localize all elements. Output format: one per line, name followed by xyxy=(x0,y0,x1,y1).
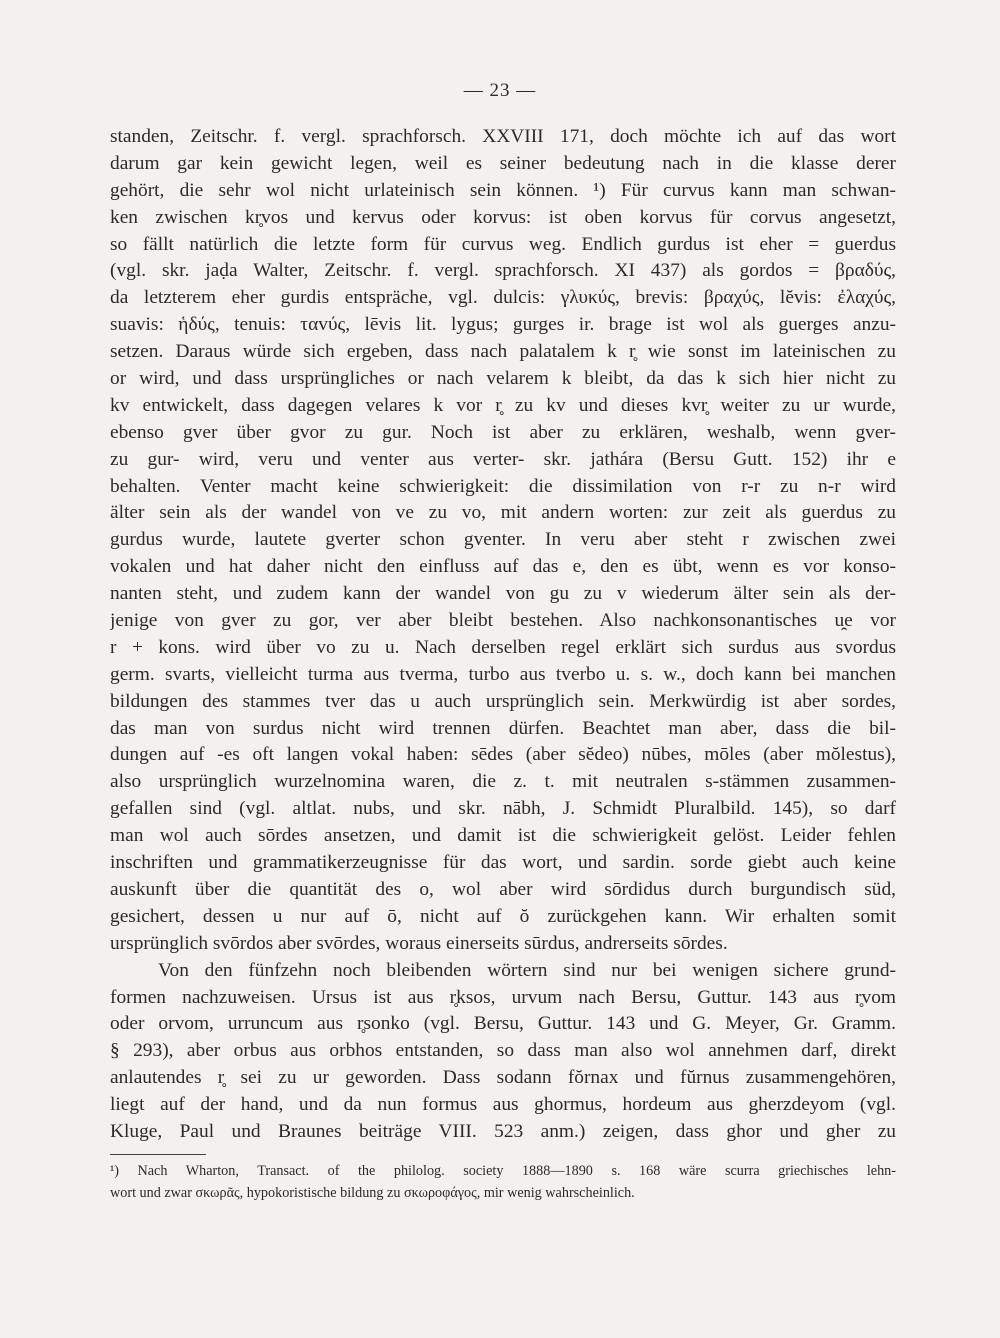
footnote-line: wort und zwar σκωρᾶς, hypokoristische bildung zu σκωροφάγος, mir wenig wahrscheinlich. xyxy=(110,1185,635,1201)
text-line: r + kons. wird über vo zu u. Nach derselben regel erklärt sich surdus aus svordus xyxy=(110,636,896,658)
text-line: da letzterem eher gurdis entspräche, vgl. dulcis: γλυκύς, brevis: βραχύς, lĕvis: ἐλαχύς, xyxy=(110,287,896,309)
page-number: — 23 — xyxy=(463,80,537,101)
footnote-line: ¹) Nach Wharton, Transact. of the philolog. society 1888—1890 s. 168 wäre scurra griechisches lehn- xyxy=(110,1163,896,1179)
body-text xyxy=(110,124,896,1146)
text-line: älter sein als der wandel von ve zu vo, mit andern worten: zur zeit als guerdus zu xyxy=(110,502,896,524)
text-line: das man von surdus nicht wird trennen dürfen. Beachtet man aber, dass die bil- xyxy=(110,717,896,739)
text-line: dungen auf -es oft langen vokal haben: sēdes (aber sĕdeo) nūbes, mōles (aber mŏlestus), xyxy=(110,744,896,766)
text-line: (vgl. skr. jaḍa Walter, Zeitschr. f. vergl. sprachforsch. XI 437) als gordos = βραδύς, xyxy=(110,260,896,282)
text-line: nanten steht, und zudem kann der wandel von gu zu v wiederum älter sein als der- xyxy=(110,583,896,605)
text-line: Kluge, Paul und Braunes beiträge VIII. 523 anm.) zeigen, dass ghor und gher zu xyxy=(110,1120,896,1142)
text-line: darum gar kein gewicht legen, weil es seiner bedeutung nach in die klasse derer xyxy=(110,152,896,174)
text-line: vokalen und hat daher nicht den einfluss auf das e, den es übt, wenn es vor konso- xyxy=(110,556,896,578)
text-line: kv entwickelt, dass dagegen velares k vor r̥ zu kv und dieses kvr̥ weiter zu ur wurde, xyxy=(110,394,896,416)
text-line: ursprünglich svōrdos aber svōrdes, woraus einerseits sūrdus, andrerseits sōrdes. xyxy=(110,932,728,954)
text-line: so fällt natürlich die letzte form für curvus weg. Endlich gurdus ist eher = guerdus xyxy=(110,233,896,255)
text-line: gesichert, dessen u nur auf ō, nicht auf ŏ zurückgehen kann. Wir erhalten somit xyxy=(110,905,896,927)
text-line: gefallen sind (vgl. altlat. nubs, und skr. nābh, J. Schmidt Pluralbild. 145), so darf xyxy=(110,798,896,820)
text-line: anlautendes r̥ sei zu ur geworden. Dass sodann fŏrnax und fŭrnus zusammengehören, xyxy=(110,1067,896,1089)
text-line: § 293), aber orbus aus orbhos entstanden, so dass man also wol annehmen darf, direkt xyxy=(110,1040,896,1062)
text-line: ken zwischen kr̥vos und kervus oder korvus: ist oben korvus für corvus angesetzt, xyxy=(110,206,896,228)
text-line: setzen. Daraus würde sich ergeben, dass nach palatalem k r̥ wie sonst im lateinischen zu xyxy=(110,341,896,363)
text-line: oder orvom, urruncum aus r̥sonko (vgl. Bersu, Guttur. 143 und G. Meyer, Gr. Gramm. xyxy=(110,1013,896,1035)
text-line: formen nachzuweisen. Ursus ist aus r̥ksos, urvum nach Bersu, Guttur. 143 aus r̥vom xyxy=(110,986,896,1008)
footnote-divider xyxy=(110,1154,206,1155)
text-line: also ursprünglich wurzelnomina waren, die z. t. mit neutralen s-stämmen zusammen- xyxy=(110,771,896,793)
text-line: germ. svarts, vielleicht turma aus tverma, turbo aus tverbo u. s. w., doch kann bei manchen xyxy=(110,663,896,685)
text-line: Von den fünfzehn noch bleibenden wörtern sind nur bei wenigen sichere grund- xyxy=(158,959,896,981)
text-line: behalten. Venter macht keine schwierigkeit: die dissimilation von r-r zu n-r wird xyxy=(110,475,896,497)
text-line: ebenso gver über gvor zu gur. Noch ist aber zu erklären, weshalb, wenn gver- xyxy=(110,421,896,443)
text-line: bildungen des stammes tver das u auch ursprünglich sein. Merkwürdig ist aber sordes, xyxy=(110,690,896,712)
text-line: gehört, die sehr wol nicht urlateinisch sein können. ¹) Für curvus kann man schwan- xyxy=(110,179,896,201)
text-line: man wol auch sōrdes ansetzen, und damit ist die schwierigkeit gelöst. Leider fehlen xyxy=(110,825,896,847)
text-line: suavis: ἡδύς, tenuis: ταvύς, lēvis lit. lygus; gurges ir. brage ist wol als guerges anzu- xyxy=(110,314,896,336)
text-line: jenige von gver zu gor, ver aber bleibt bestehen. Also nachkonsonantisches u̯e vor xyxy=(110,610,896,632)
text-line: standen, Zeitschr. f. vergl. sprachforsch. XXVIII 171, doch möchte ich auf das wort xyxy=(110,126,896,147)
text-line: or wird, und dass ursprüngliches or nach velarem k bleibt, da das k sich hier nicht zu xyxy=(110,368,896,390)
text-line: auskunft über die quantität des o, wol aber wird sōrdidus durch burgundisch süd, xyxy=(110,878,896,900)
footnotes xyxy=(110,1160,896,1204)
text-line: inschriften und grammatikerzeugnisse für das wort, und sardin. sorde giebt auch keine xyxy=(110,852,896,874)
text-line: gurdus wurde, lautete gverter schon gventer. In veru aber steht r zwischen zwei xyxy=(110,529,896,551)
text-line: liegt auf der hand, und da nun formus aus ghormus, hordeum aus gherzdeyom (vgl. xyxy=(110,1094,896,1116)
text-line: zu gur- wird, veru und venter aus verter- skr. jathára (Bersu Gutt. 152) ihr e xyxy=(110,448,896,470)
